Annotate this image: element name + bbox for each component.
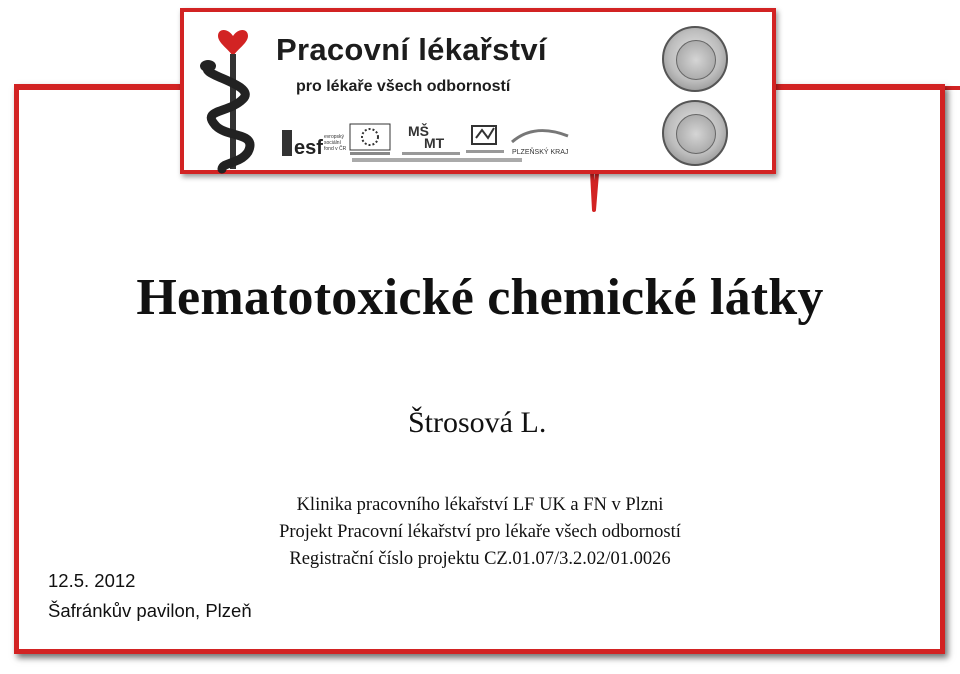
info-line: Projekt Pracovní lékařství pro lékaře všech odborností [279,522,681,542]
presentation-place: Šafránkův pavilon, Plzeň [48,600,252,621]
svg-text:fond v ČR: fond v ČR [324,146,347,152]
esf-logo [282,124,347,164]
charles-university-seal [662,26,728,92]
banner-title: Pracovní lékařství [276,32,547,67]
partner-logos [282,120,572,164]
info-line: Klinika pracovního lékařství LF UK a FN v Plzni [296,495,664,515]
info-line: Registrační číslo projektu CZ.01.07/3.2.02/01.0026 [289,549,671,569]
svg-text:evropský: evropský [324,134,345,140]
snake-staff-heart-icon [188,14,268,174]
fn-logo [466,120,506,160]
slide-title: Hematotoxické chemické látky [136,269,824,326]
msmt-logo [402,120,462,160]
banner-subtitle: pro lékaře všech odborností [296,78,511,95]
svg-text:esf: esf [294,137,323,159]
logos-caption-bar [352,158,522,162]
svg-text:sociální: sociální [324,140,341,146]
svg-text:MŠ: MŠ [408,123,429,139]
project-info [240,492,720,573]
presentation-date: 12.5. 2012 [48,570,136,591]
svg-text:MT: MT [424,135,445,151]
svg-text:PLZEŇSKÝ KRAJ: PLZEŇSKÝ KRAJ [512,149,569,156]
header-banner [180,8,776,174]
author-name: Štrosová L. [408,406,547,439]
eu-flag-logo [348,122,396,162]
faculty-medicine-plzen-seal [662,100,728,166]
